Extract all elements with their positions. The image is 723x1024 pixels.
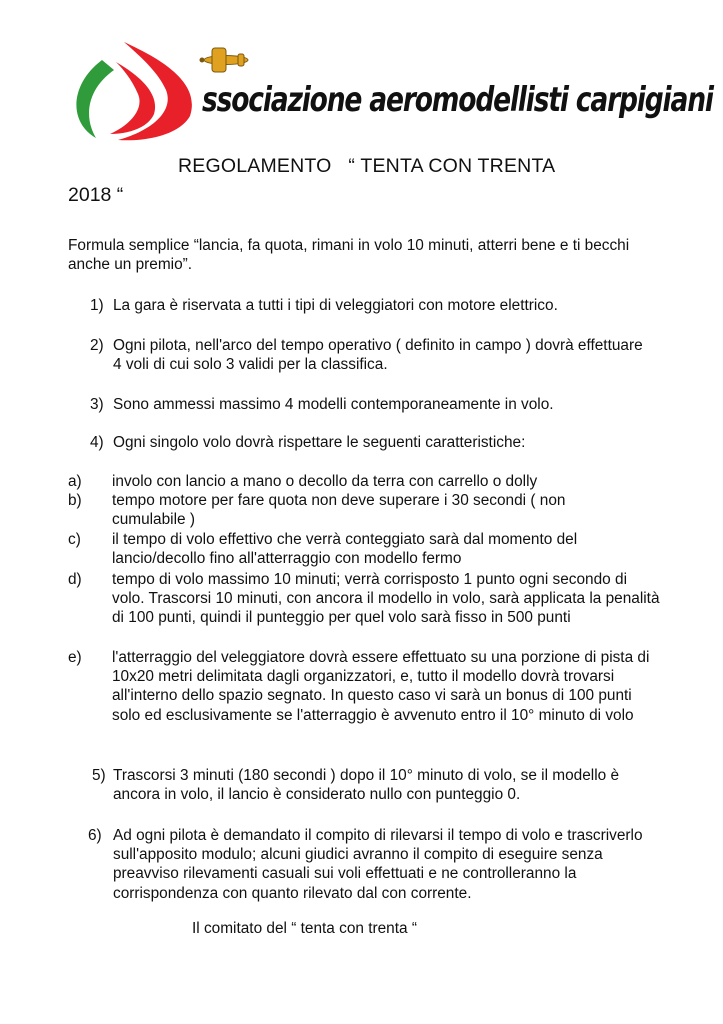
rule-number: 4) — [90, 434, 104, 451]
red-swoosh-inner — [110, 62, 155, 134]
signature-line: Il comitato del “ tenta con trenta “ — [192, 920, 417, 937]
rule-number: 1) — [90, 297, 104, 314]
sub-item-text: tempo di volo massimo 10 minuti; verrà corrisposto 1 punto ogni secondo di volo. Trascorsi 10 minuti, con ancora il modello in volo, sarà applicata la penalità di 100 punti, quindi il punteggio per quel volo sarà fisso in 500 punti — [112, 571, 660, 627]
airplane-icon — [200, 48, 249, 72]
intro-paragraph: Formula semplice “lancia, fa quota, rimani in volo 10 minuti, atterri bene e ti becchi anche un premio”. — [68, 237, 630, 274]
sub-item-text: il tempo di volo effettivo che verrà conteggiato sarà dal momento del lancio/decollo fino all'atterraggio con modello fermo — [112, 531, 578, 568]
rule-text: Ad ogni pilota è demandato il compito di rilevarsi il tempo di volo e trascriverlo sull'apposito modulo; alcuni giudici avranno il compito di eseguire senza preavviso rilevamenti casuali sui voli effettuati e ne controlleranno la corrispondenza con quanto rilevato dal con corrente. — [113, 827, 643, 902]
rule-text: Sono ammessi massimo 4 modelli contemporaneamente in volo. — [113, 396, 554, 413]
green-swoosh — [76, 60, 114, 138]
rule-number: 5) — [92, 767, 106, 784]
sub-item-label: c) — [68, 531, 81, 548]
sub-item-label: a) — [68, 473, 82, 490]
sub-item-text: l'atterraggio del veleggiatore dovrà essere effettuato su una porzione di pista di 10x20 metri delimitata dagli organizzatori, e, tutto il modello dovrà trovarsi all'interno dello spazio segnato. In questo caso vi sarà un bonus di 100 punti solo ed esclusivamente se l'atterraggio è avvenuto entro il 10° minuto di volo — [112, 649, 650, 724]
sub-item-label: b) — [68, 492, 82, 509]
rule-text: Ogni singolo volo dovrà rispettare le seguenti caratteristiche: — [113, 434, 526, 451]
sub-item-text: involo con lancio a mano o decollo da terra con carrello o dolly — [112, 473, 538, 490]
rule-number: 2) — [90, 337, 104, 354]
document-title: REGOLAMENTO “ TENTA CON TRENTA — [178, 155, 556, 177]
sub-item-text: tempo motore per fare quota non deve superare i 30 secondi ( non cumulabile ) — [112, 492, 566, 529]
rule-number: 6) — [88, 827, 102, 844]
association-logo — [62, 34, 713, 154]
rule-text: Trascorsi 3 minuti (180 secondi ) dopo il 10° minuto di volo, se il modello è ancora in volo, il lancio è considerato nullo con punteggio 0. — [113, 767, 620, 804]
sub-item-label: d) — [68, 571, 82, 588]
logo-text: ssociazione aeromodellisti carpigiani — [202, 80, 713, 120]
sub-item-label: e) — [68, 649, 82, 666]
rule-number: 3) — [90, 396, 104, 413]
rule-text: Ogni pilota, nell'arco del tempo operativo ( definito in campo ) dovrà effettuare 4 voli di cui solo 3 validi per la classifica. — [113, 337, 643, 374]
document-title-year: 2018 “ — [68, 184, 124, 206]
rule-text: La gara è riservata a tutti i tipi di veleggiatori con motore elettrico. — [113, 297, 558, 314]
